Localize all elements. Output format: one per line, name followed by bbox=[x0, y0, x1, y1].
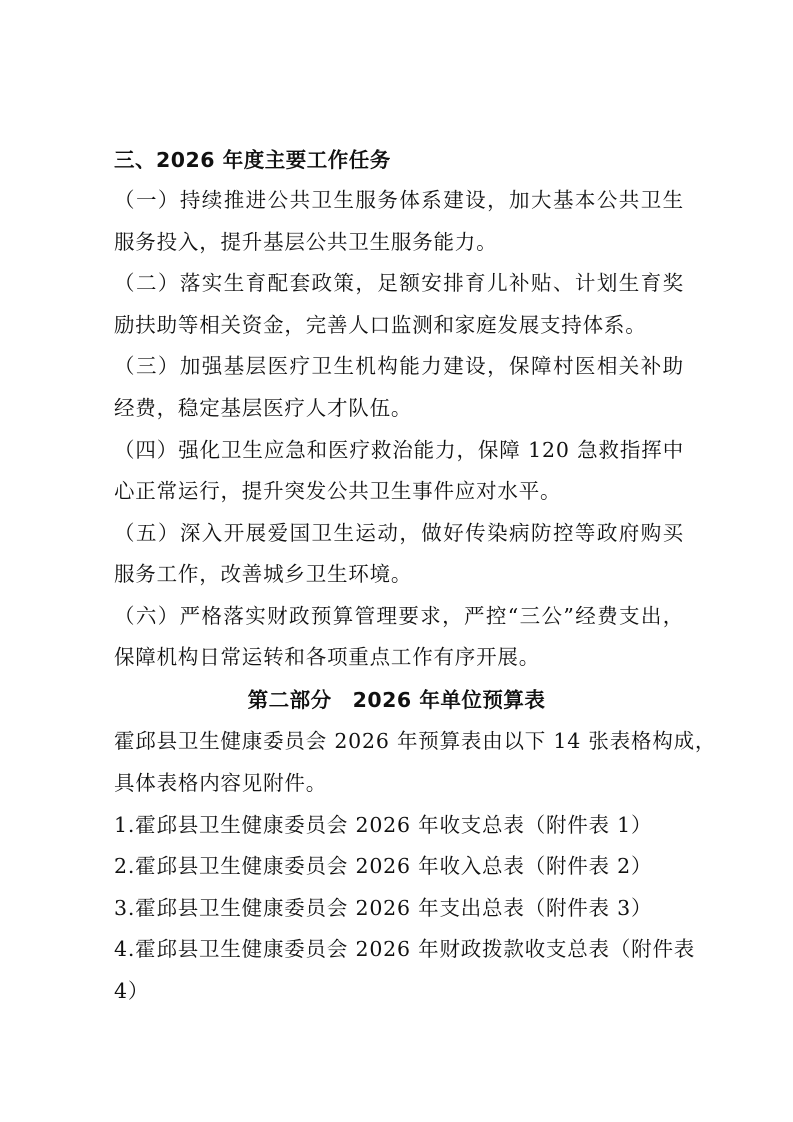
table-list-item-1: 1.霍邱县卫生健康委员会 2026 年收支总表（附件表 1） bbox=[114, 813, 653, 837]
task-1-line-2: 服务投入，提升基层公共卫生服务能力。 bbox=[114, 230, 498, 254]
intro-line-2: 具体表格内容见附件。 bbox=[114, 771, 327, 795]
task-5-line-2: 服务工作，改善城乡卫生环境。 bbox=[114, 562, 413, 586]
task-3-line-2: 经费，稳定基层医疗人才队伍。 bbox=[114, 396, 413, 420]
task-6-line-1: （六）严格落实财政预算管理要求，严控“三公”经费支出， bbox=[114, 604, 684, 628]
section-heading: 三、2026 年度主要工作任务 bbox=[114, 148, 391, 172]
table-list-item-2: 2.霍邱县卫生健康委员会 2026 年收入总表（附件表 2） bbox=[114, 854, 653, 878]
task-4-line-1: （四）强化卫生应急和医疗救治能力，保障 120 急救指挥中 bbox=[114, 438, 684, 462]
table-list-item-4: 4.霍邱县卫生健康委员会 2026 年财政拨款收支总表（附件表 bbox=[114, 937, 696, 961]
task-6-line-2: 保障机构日常运转和各项重点工作有序开展。 bbox=[114, 645, 540, 669]
table-list-item-3: 3.霍邱县卫生健康委员会 2026 年支出总表（附件表 3） bbox=[114, 896, 653, 920]
task-2-line-2: 励扶助等相关资金，完善人口监测和家庭发展支持体系。 bbox=[114, 313, 647, 337]
task-1-line-1: （一）持续推进公共卫生服务体系建设，加大基本公共卫生 bbox=[114, 188, 684, 212]
task-5-line-1: （五）深入开展爱国卫生运动，做好传染病防控等政府购买 bbox=[114, 521, 684, 545]
task-4-line-2: 心正常运行，提升突发公共卫生事件应对水平。 bbox=[114, 479, 562, 503]
task-3-line-1: （三）加强基层医疗卫生机构能力建设，保障村医相关补助 bbox=[114, 354, 684, 378]
part-two-heading: 第二部分 2026 年单位预算表 bbox=[247, 688, 546, 712]
table-list-item-4-continued: 4） bbox=[114, 979, 150, 1003]
task-2-line-1: （二）落实生育配套政策，足额安排育儿补贴、计划生育奖 bbox=[114, 271, 684, 295]
intro-line-1: 霍邱县卫生健康委员会 2026 年预算表由以下 14 张表格构成， bbox=[114, 729, 717, 753]
